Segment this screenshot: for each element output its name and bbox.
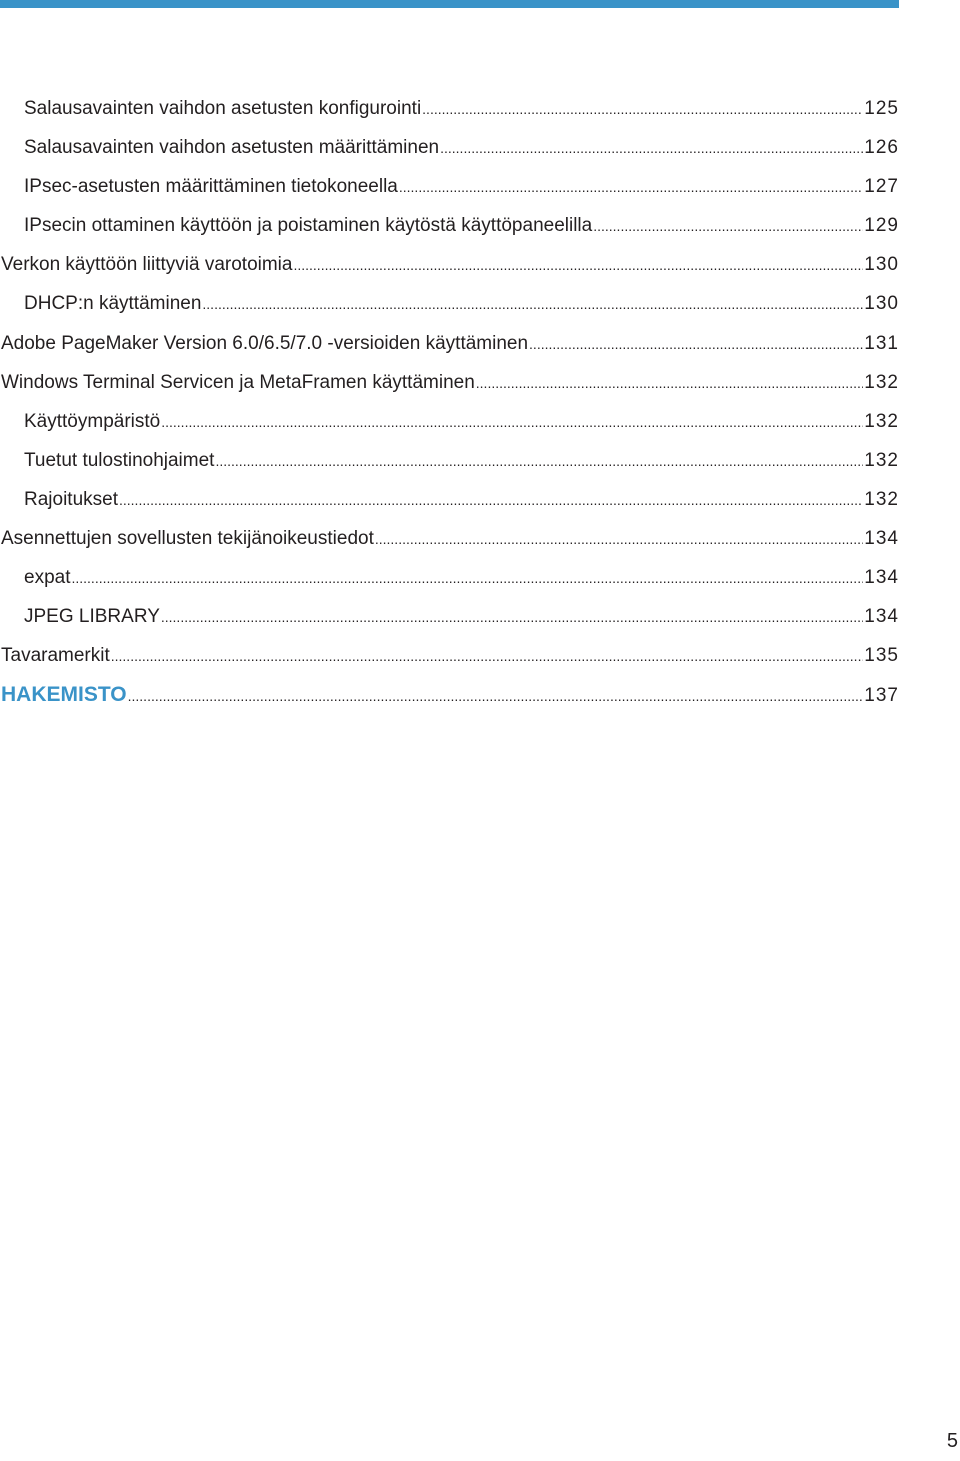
toc-entry-title: Käyttöympäristö <box>24 410 161 432</box>
toc-entry[interactable] <box>0 597 899 636</box>
toc-entry-page: 130 <box>864 293 899 315</box>
toc-entry-title: Tuetut tulostinohjaimet <box>24 449 215 471</box>
toc-leader-dots <box>593 207 863 246</box>
toc-entry[interactable] <box>0 167 899 206</box>
toc-entry-page: 135 <box>864 645 899 667</box>
toc-entry-title: HAKEMISTO <box>1 683 127 707</box>
toc-entry-title: JPEG LIBRARY <box>24 606 160 628</box>
toc-entry-title: Adobe PageMaker Version 6.0/6.5/7.0 -versioiden käyttäminen <box>1 332 529 354</box>
toc-entry-page: 132 <box>864 449 899 471</box>
toc-entry-page: 130 <box>864 254 899 276</box>
toc-entry-page: 132 <box>864 488 899 510</box>
toc-leader-dots <box>476 364 864 403</box>
toc-leader-dots <box>529 325 863 364</box>
header-rule <box>0 0 899 8</box>
toc-entry-title: Salausavainten vaihdon asetusten määrittäminen <box>24 137 440 159</box>
toc-entry-title: Windows Terminal Servicen ja MetaFramen käyttäminen <box>1 371 475 393</box>
toc-entry-page: 137 <box>864 685 899 707</box>
toc-entry-page: 134 <box>864 567 899 589</box>
toc-entry-title: IPsecin ottaminen käyttöön ja poistaminen käytöstä käyttöpaneelilla <box>24 215 593 237</box>
toc-leader-dots <box>293 246 863 285</box>
toc-entry-page: 132 <box>864 371 899 393</box>
toc-entry[interactable] <box>0 441 899 480</box>
toc-entry-page: 127 <box>864 176 899 198</box>
toc-entry[interactable] <box>0 558 899 597</box>
toc-entry-index[interactable] <box>0 675 899 714</box>
toc-leader-dots <box>119 481 863 520</box>
toc-leader-dots <box>161 403 863 442</box>
toc-entry-title: DHCP:n käyttäminen <box>24 293 202 315</box>
toc-entry[interactable] <box>0 245 899 284</box>
toc-leader-dots <box>111 637 864 676</box>
toc-leader-dots <box>440 129 863 168</box>
toc-entry-title: IPsec-asetusten määrittäminen tietokoneella <box>24 176 398 198</box>
toc-entry-title: expat <box>24 567 71 589</box>
toc-entry-title: Asennettujen sovellusten tekijänoikeustiedot <box>1 528 374 550</box>
toc-entry-title: Tavaramerkit <box>1 645 110 667</box>
toc-entry[interactable] <box>0 128 899 167</box>
toc-entry[interactable] <box>0 206 899 245</box>
toc-entry-page: 129 <box>864 215 899 237</box>
toc-entry-page: 134 <box>864 606 899 628</box>
toc-entry-title: Salausavainten vaihdon asetusten konfigurointi <box>24 98 422 119</box>
toc-leader-dots <box>399 168 863 207</box>
toc-entry-title: Verkon käyttöön liittyviä varotoimia <box>1 254 293 276</box>
toc-leader-dots <box>128 677 864 716</box>
toc-entry-page: 126 <box>864 137 899 159</box>
toc-leader-dots <box>202 285 863 324</box>
toc-entry[interactable] <box>0 480 899 519</box>
toc-leader-dots <box>71 559 863 598</box>
toc-entry[interactable] <box>0 402 899 441</box>
page-number: 5 <box>946 1430 958 1452</box>
toc-leader-dots <box>215 442 863 481</box>
toc-leader-dots <box>161 598 863 637</box>
toc-entry[interactable] <box>0 363 899 402</box>
toc-leader-dots <box>375 520 863 559</box>
toc-entry-title: Rajoitukset <box>24 488 118 510</box>
toc-entry[interactable] <box>0 636 899 675</box>
toc-entry[interactable] <box>0 324 899 363</box>
toc-leader-dots <box>422 90 863 129</box>
toc-entry[interactable] <box>0 89 899 128</box>
toc-entry[interactable] <box>0 519 899 558</box>
table-of-contents <box>0 89 899 715</box>
toc-entry-page: 131 <box>864 332 899 354</box>
toc-entry-page: 132 <box>864 410 899 432</box>
toc-entry-page: 134 <box>864 528 899 550</box>
toc-entry-page: 125 <box>864 98 899 119</box>
toc-entry[interactable] <box>0 284 899 323</box>
